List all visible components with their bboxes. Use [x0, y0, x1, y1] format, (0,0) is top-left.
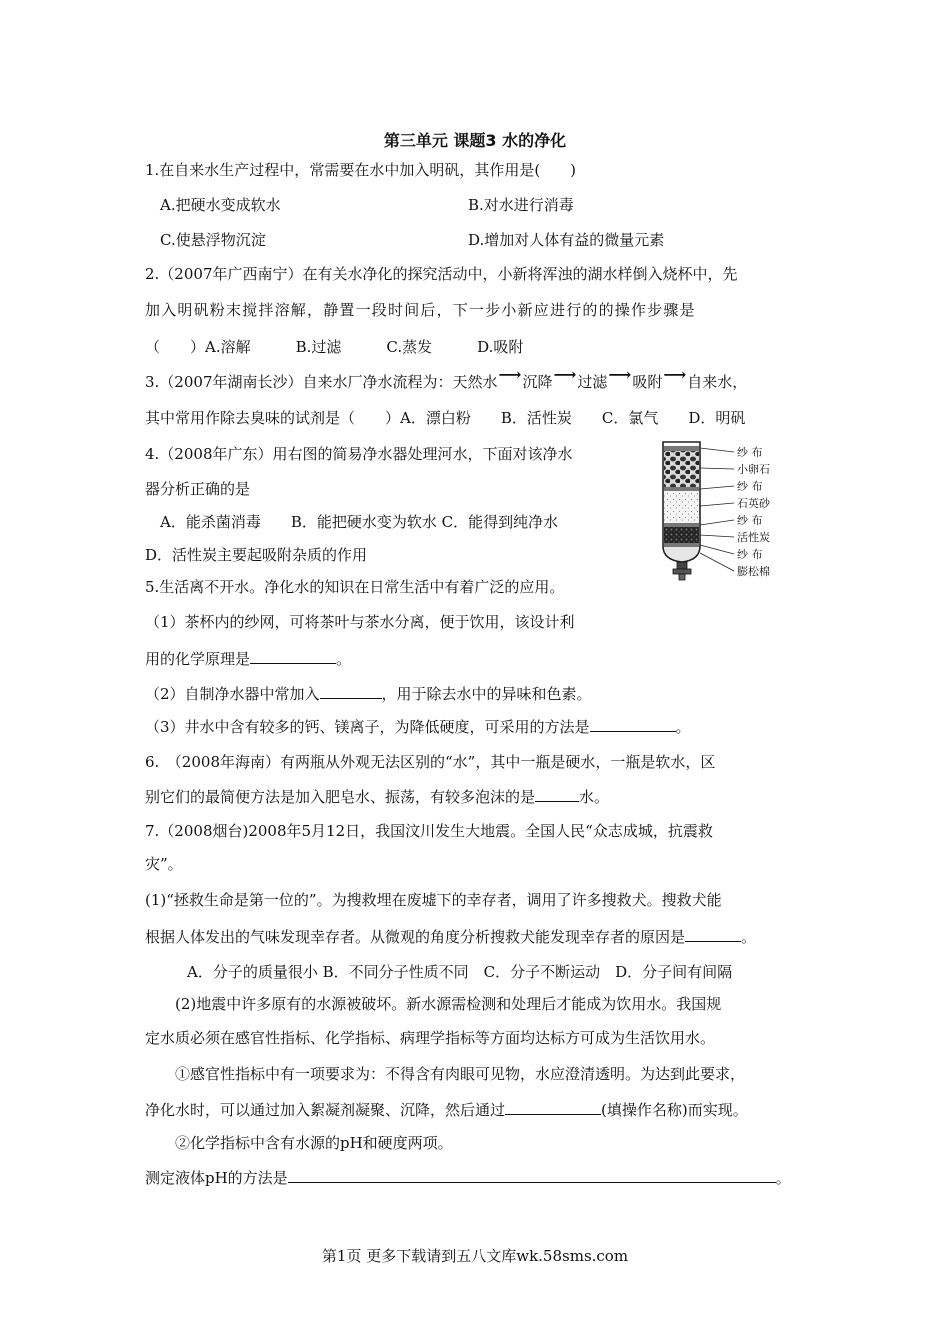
q5-stem: 5.生活离不开水。净化水的知识在日常生活中有着广泛的应用。 [145, 578, 565, 596]
gauze-layer-3 [664, 523, 699, 527]
arrow-icon: ⟶ [608, 365, 632, 384]
q7-line2: 灾”。 [145, 855, 183, 873]
q7-line1: 7.（2008烟台)2008年5月12日，我国汶川发生大地震。全国人民“众志成城，抗震救 [145, 822, 713, 840]
outlet-valve [673, 569, 691, 574]
answer-blank[interactable] [685, 926, 741, 942]
answer-blank[interactable] [288, 1167, 776, 1183]
q6-line1: 6. （2008年海南）有两瓶从外观无法区别的“水”，其中一瓶是硬水，一瓶是软水，区 [145, 753, 716, 771]
q2-line2: 加入明矾粉末搅拌溶解，静置一段时间后，下一步小新应进行的的操作步骤是 [145, 301, 696, 319]
page-title: 第三单元 课题3 水的净化 [383, 131, 567, 150]
q1-option-a: A.把硬水变成软水 [160, 196, 281, 214]
q7-line11: 测定液体pH的方法是 。 [145, 1169, 791, 1187]
q2-line1: 2.（2007年广西南宁）在有关水净化的探究活动中，小新将浑浊的湖水样倒入烧杯中，先 [145, 265, 738, 283]
filter-label-gauze-3: 纱 布 [737, 514, 763, 527]
arrow-icon: ⟶ [663, 365, 687, 384]
q7-line8: ①感官性指标中有一项要求为：不得含有肉眼可见物，水应澄清透明。为达到此要求， [175, 1065, 746, 1083]
outlet-spout [679, 574, 685, 580]
q3-step-settle: 沉降 [522, 373, 553, 391]
q7-line3: (1)“拯救生命是第一位的”。为搜救埋在废墟下的幸存者，调用了许多搜救犬。搜救犬能 [145, 891, 722, 909]
q4-line3: A．能杀菌消毒 B．能把硬水变为软水 C．能得到纯净水 [160, 513, 559, 531]
answer-blank[interactable] [590, 716, 676, 732]
q7-line9: 净化水时，可以通过加入絮凝剂凝聚、沉降，然后通过 (填操作名称)而实现。 [145, 1101, 748, 1119]
q2-line3: （ ）A.溶解 B.过滤 C.蒸发 D.吸附 [145, 338, 524, 356]
filter-label-pebbles: 小卵石 [737, 463, 770, 476]
pebble-layer [664, 451, 699, 487]
q3-step-adsorb: 吸附 [632, 373, 663, 391]
filter-label-cotton: 膨松棉 [737, 565, 770, 578]
q7-line7: 定水质必须在感官性指标、化学指标、病理学指标等方面均达标方可成为生活饮用水。 [145, 1029, 716, 1047]
filter-label-gauze-1: 纱 布 [737, 446, 763, 459]
q5-part2: （2）自制净水器中常加入 ，用于除去水中的异味和色素。 [145, 685, 592, 703]
filter-label-gauze-4: 纱 布 [737, 548, 763, 561]
q1-option-b: B.对水进行消毒 [468, 196, 574, 214]
q3-line1 [145, 365, 748, 392]
gauze-layer-4 [664, 543, 699, 547]
label-leader-lines [700, 448, 734, 571]
q4-line4: D．活性炭主要起吸附杂质的作用 [145, 546, 368, 564]
q1-stem: 1.在自来水生产过程中，常需要在水中加入明矾，其作用是( ) [145, 161, 577, 179]
arrow-icon: ⟶ [498, 365, 522, 384]
answer-blank[interactable] [535, 786, 579, 802]
quartz-sand-layer [664, 491, 699, 523]
q5-part1-line2: 用的化学原理是 。 [145, 650, 352, 668]
water-filter-diagram [660, 438, 785, 592]
q4-line1: 4.（2008年广东）用右图的简易净水器处理河水，下面对该净水 [145, 445, 573, 463]
q5-part1-line1: （1）茶杯内的纱网，可将茶叶与茶水分离，便于饮用，该设计利 [145, 613, 575, 631]
arrow-icon: ⟶ [553, 365, 577, 384]
q1-option-d: D.增加对人体有益的微量元素 [468, 231, 665, 249]
q7-options: A．分子的质量很小 B．不同分子性质不同 C．分子不断运动 D．分子间有间隔 [187, 963, 733, 981]
filter-label-gauze-2: 纱 布 [737, 480, 763, 493]
filter-label-quartz-sand: 石英砂 [737, 497, 770, 510]
q4-line2: 器分析正确的是 [145, 480, 251, 498]
q3-prefix: 3.（2007年湖南长沙）自来水厂净水流程为：天然水 [145, 373, 498, 391]
activated-carbon-layer [664, 527, 699, 543]
gauze-layer-top [664, 446, 699, 451]
q7-line4: 根据人体发出的气味发现幸存者。从微观的角度分析搜救犬能发现幸存者的原因是 。 [145, 928, 757, 946]
q7-line6: (2)地震中许多原有的水源被破坏。新水源需检测和处理后才能成为饮用水。我国规 [175, 995, 722, 1013]
filter-label-activated-carbon: 活性炭 [737, 531, 770, 544]
gauze-layer-2 [664, 487, 699, 491]
answer-blank[interactable] [250, 648, 336, 664]
q3-step-filter: 过滤 [577, 373, 608, 391]
q7-line10: ②化学指标中含有水源的pH和硬度两项。 [175, 1134, 453, 1152]
answer-blank[interactable] [505, 1099, 601, 1115]
answer-blank[interactable] [320, 683, 382, 699]
q6-line2: 别它们的最简便方法是加入肥皂水、振荡，有较多泡沫的是 水。 [145, 788, 610, 806]
q1-option-c: C.使悬浮物沉淀 [160, 231, 266, 249]
q5-part3: （3）井水中含有较多的钙、镁离子，为降低硬度，可采用的方法是 。 [145, 718, 691, 736]
page-footer: 第1页 更多下载请到五八文库wk.58sms.com [321, 1247, 629, 1265]
q3-step-tapwater: 自来水， [687, 373, 748, 391]
q3-line2: 其中常用作除去臭味的试剂是（ ）A．漂白粉 B．活性炭 C．氯气 D．明矾 [145, 409, 746, 427]
water-filter-figure [660, 438, 785, 588]
